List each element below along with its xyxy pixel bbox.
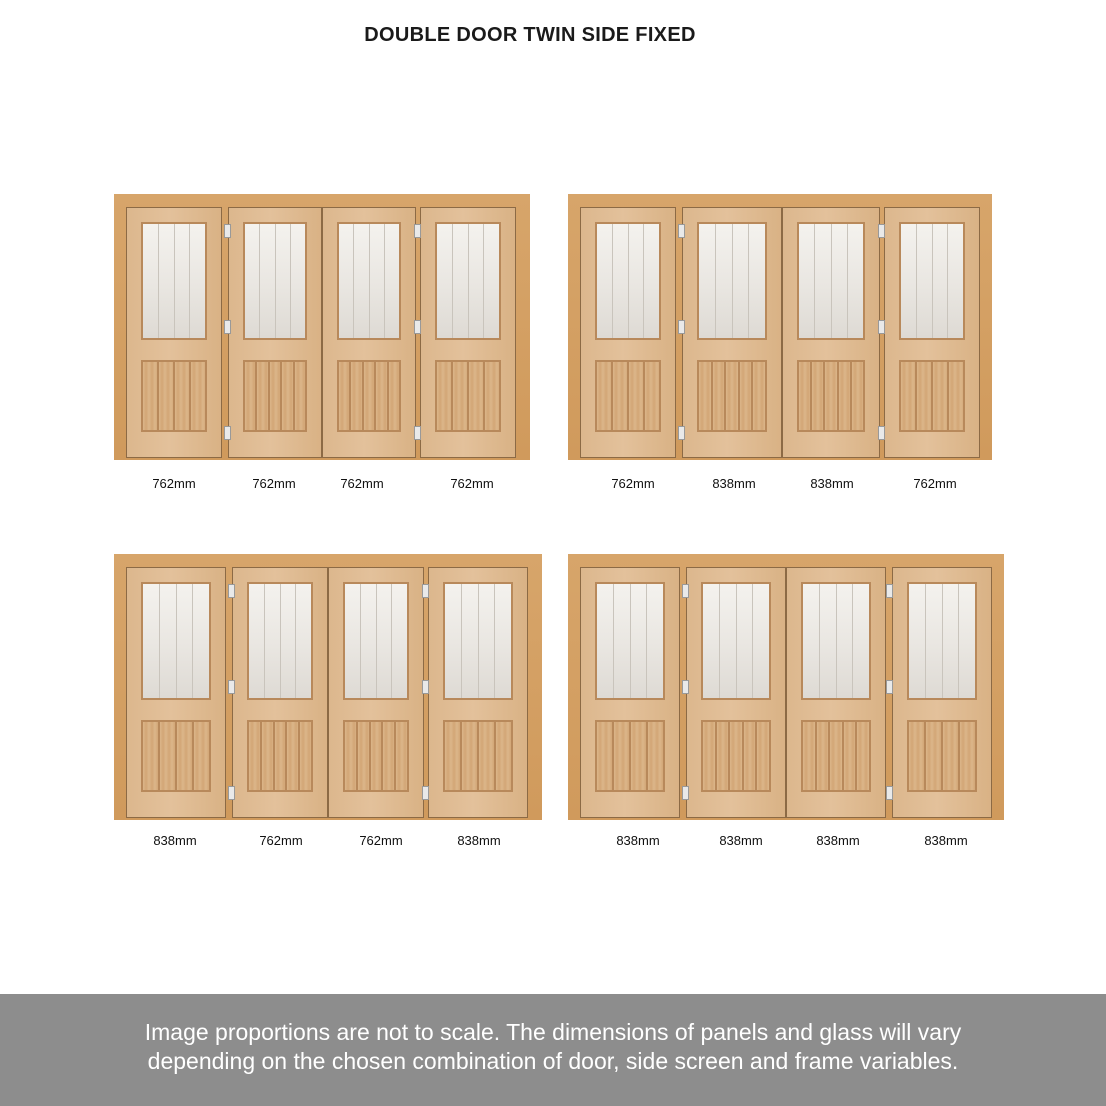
size-label: 762mm <box>611 476 655 491</box>
size-label: 838mm <box>457 833 501 848</box>
hinge-icon <box>224 320 231 334</box>
hinge-icon <box>878 224 885 238</box>
wood-panel <box>337 360 401 432</box>
door-left <box>682 207 782 458</box>
size-label: 838mm <box>810 476 854 491</box>
door-right <box>328 567 424 818</box>
hinge-icon <box>224 224 231 238</box>
wood-panel <box>801 720 871 792</box>
hinge-icon <box>422 584 429 598</box>
glass-pane <box>243 222 307 340</box>
glass-pane <box>701 582 771 700</box>
hinge-icon <box>886 680 893 694</box>
wood-panel <box>443 720 513 792</box>
hinge-icon <box>422 680 429 694</box>
glass-pane <box>343 582 409 700</box>
size-label: 762mm <box>340 476 384 491</box>
size-label: 762mm <box>252 476 296 491</box>
hinge-icon <box>422 786 429 800</box>
glass-pane <box>697 222 767 340</box>
hinge-icon <box>228 584 235 598</box>
wood-panel <box>797 360 865 432</box>
hinge-icon <box>678 224 685 238</box>
wood-panel <box>247 720 313 792</box>
size-label: 762mm <box>450 476 494 491</box>
size-label: 838mm <box>153 833 197 848</box>
disclaimer-banner <box>0 994 1106 1106</box>
disclaimer-line-2: depending on the chosen combination of door, side screen and frame variables. <box>147 1048 959 1074</box>
wood-panel <box>141 720 211 792</box>
hinge-icon <box>682 680 689 694</box>
hinge-icon <box>886 584 893 598</box>
hinge-icon <box>224 426 231 440</box>
hinge-icon <box>228 680 235 694</box>
glass-pane <box>443 582 513 700</box>
hinge-icon <box>878 426 885 440</box>
wood-panel <box>697 360 767 432</box>
disclaimer-line-1: Image proportions are not to scale. The dimensions of panels and glass will vary <box>144 1019 962 1045</box>
size-label: 838mm <box>719 833 763 848</box>
size-label: 838mm <box>816 833 860 848</box>
hinge-icon <box>414 320 421 334</box>
size-label: 762mm <box>913 476 957 491</box>
glass-pane <box>141 582 211 700</box>
size-label: 838mm <box>924 833 968 848</box>
wood-panel <box>595 360 661 432</box>
glass-pane <box>801 582 871 700</box>
page-title: DOUBLE DOOR TWIN SIDE FIXED <box>364 24 696 46</box>
hinge-icon <box>414 426 421 440</box>
wood-panel <box>899 360 965 432</box>
hinge-icon <box>886 786 893 800</box>
wood-panel <box>435 360 501 432</box>
hinge-icon <box>414 224 421 238</box>
side-panel-right <box>892 567 992 818</box>
wood-panel <box>243 360 307 432</box>
glass-pane <box>595 582 665 700</box>
side-panel-left <box>580 207 676 458</box>
hinge-icon <box>678 320 685 334</box>
glass-pane <box>797 222 865 340</box>
side-panel-right <box>428 567 528 818</box>
size-label: 762mm <box>259 833 303 848</box>
wood-panel <box>343 720 409 792</box>
glass-pane <box>337 222 401 340</box>
hinge-icon <box>682 584 689 598</box>
hinge-icon <box>682 786 689 800</box>
glass-pane <box>141 222 207 340</box>
door-right <box>786 567 886 818</box>
glass-pane <box>595 222 661 340</box>
glass-pane <box>435 222 501 340</box>
glass-pane <box>907 582 977 700</box>
side-panel-left <box>580 567 680 818</box>
glass-pane <box>247 582 313 700</box>
door-left <box>232 567 328 818</box>
door-right <box>782 207 880 458</box>
door-set-4 <box>568 554 1004 820</box>
side-panel-left <box>126 567 226 818</box>
side-panel-right <box>420 207 516 458</box>
side-panel-left <box>126 207 222 458</box>
wood-panel <box>907 720 977 792</box>
size-label: 838mm <box>712 476 756 491</box>
door-left <box>686 567 786 818</box>
door-right <box>322 207 416 458</box>
door-set-2 <box>568 194 992 460</box>
hinge-icon <box>228 786 235 800</box>
side-panel-right <box>884 207 980 458</box>
wood-panel <box>595 720 665 792</box>
hinge-icon <box>878 320 885 334</box>
wood-panel <box>141 360 207 432</box>
door-left <box>228 207 322 458</box>
size-label: 762mm <box>152 476 196 491</box>
door-set-3 <box>114 554 542 820</box>
glass-pane <box>899 222 965 340</box>
size-label: 762mm <box>359 833 403 848</box>
hinge-icon <box>678 426 685 440</box>
door-set-1 <box>114 194 530 460</box>
wood-panel <box>701 720 771 792</box>
size-label: 838mm <box>616 833 660 848</box>
